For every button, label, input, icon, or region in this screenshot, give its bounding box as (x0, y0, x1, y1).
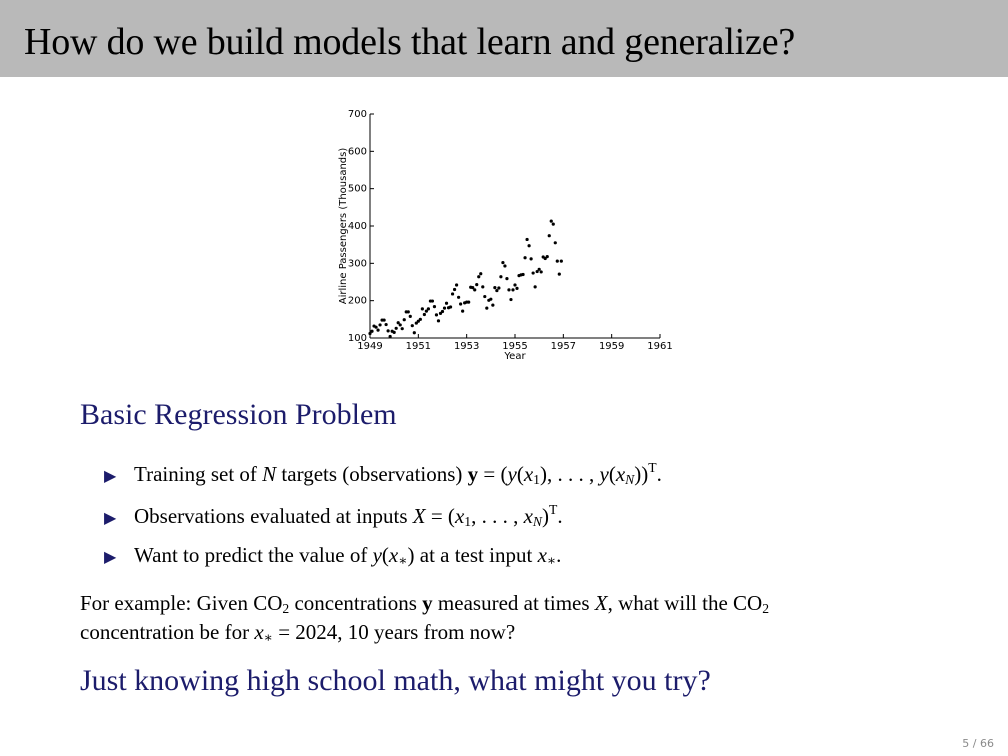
data-point (378, 323, 381, 326)
data-point (479, 272, 482, 275)
data-point (497, 286, 500, 289)
data-point (548, 234, 551, 237)
data-point (399, 323, 402, 326)
data-point (437, 319, 440, 322)
data-point (511, 288, 514, 291)
y-tick-label: 300 (347, 258, 367, 270)
y-axis-label: Airline Passengers (Thousands) (338, 147, 349, 305)
y-tick-label: 700 (347, 109, 367, 120)
example-line-2: concentration be for $x_∗ = 2024$, 10 years from now? (80, 620, 516, 645)
data-point (527, 244, 530, 247)
bullet-predict: ▶ Want to predict the value of $y(x_∗)$ at a test input $x_∗$. (104, 543, 562, 568)
x-tick-label: 1957 (550, 341, 577, 352)
slide-title: How do we build models that learn and generalize? (24, 21, 796, 63)
data-point (558, 273, 561, 276)
data-point (427, 307, 430, 310)
data-point (433, 305, 436, 308)
data-point (451, 292, 454, 295)
data-point (403, 318, 406, 321)
data-point (481, 285, 484, 288)
section-heading: Basic Regression Problem (80, 398, 397, 431)
data-point (409, 315, 412, 318)
bullet-marker-icon: ▶ (104, 468, 117, 485)
x-tick-label: 1949 (357, 341, 383, 352)
x-tick-label: 1951 (405, 341, 432, 352)
data-point (495, 289, 498, 292)
data-point (411, 324, 414, 327)
y-tick-label: 100 (347, 333, 367, 344)
data-point (523, 256, 526, 259)
data-point (475, 283, 478, 286)
y-tick-label: 400 (347, 221, 367, 232)
data-point (501, 261, 504, 264)
data-point (393, 331, 396, 334)
data-point (550, 220, 553, 223)
data-point (560, 259, 563, 262)
data-point (395, 327, 398, 330)
bullet-marker-icon: ▶ (104, 549, 117, 566)
data-point (385, 323, 388, 326)
data-point (473, 288, 476, 291)
data-point (467, 301, 470, 304)
data-point (387, 329, 390, 332)
data-point (376, 329, 379, 332)
page-number: 5 / 66 (962, 737, 994, 750)
y-tick-label: 200 (347, 295, 367, 307)
data-point (546, 255, 549, 258)
data-point (485, 307, 488, 310)
data-point (389, 335, 392, 338)
example-line-1: For example: Given $CO_2$ concentrations y measured at times X, what will the $CO_2$ (80, 591, 770, 616)
y-tick-label: 600 (347, 146, 367, 158)
data-point (521, 273, 524, 276)
bullet-observations: ▶ Observations evaluated at inputs $X = (x_1$, . . . , $x_N)^T$. (104, 502, 563, 529)
data-point (554, 241, 557, 244)
closing-question: Just knowing high school math, what might you try? (80, 664, 711, 697)
x-tick-label: 1955 (502, 341, 528, 352)
data-point (449, 305, 452, 308)
data-point (453, 288, 456, 291)
data-point (382, 318, 385, 321)
data-point (407, 310, 410, 313)
data-point (435, 313, 438, 316)
data-point (525, 238, 528, 241)
data-point (507, 288, 510, 291)
data-point (419, 318, 422, 321)
x-tick-label: 1953 (453, 341, 480, 352)
data-point (534, 285, 537, 288)
data-point (374, 326, 377, 329)
data-point (457, 296, 460, 299)
data-point (443, 307, 446, 310)
data-point (503, 264, 506, 267)
data-point (413, 331, 416, 334)
data-point (493, 286, 496, 289)
data-point (515, 287, 518, 290)
data-point (509, 298, 512, 301)
data-point (423, 313, 426, 316)
data-point (459, 302, 462, 305)
data-point (552, 223, 555, 226)
data-point (461, 310, 464, 313)
data-point (401, 327, 404, 330)
data-point (540, 270, 543, 273)
data-point (489, 298, 492, 301)
data-point (491, 304, 494, 307)
x-tick-label: 1961 (647, 341, 673, 352)
data-point (538, 268, 541, 271)
data-point (505, 277, 508, 280)
data-point (431, 299, 434, 302)
data-point (370, 330, 373, 333)
x-tick-label: 1959 (598, 341, 625, 352)
data-point (455, 283, 458, 286)
data-point (532, 271, 535, 274)
title-bar (0, 0, 1008, 77)
data-point (441, 310, 444, 313)
data-point (513, 283, 516, 286)
data-point (421, 307, 424, 310)
data-point (477, 275, 480, 278)
data-point (483, 295, 486, 298)
data-point (499, 275, 502, 278)
bullet-training-set: ▶ Training set of N targets (observations) $y = (y(x_1)$, . . . , $y(x_N))^T$. (104, 460, 662, 487)
data-point (556, 259, 559, 262)
data-point (530, 257, 533, 260)
y-tick-label: 500 (347, 183, 367, 195)
data-point (445, 302, 448, 305)
bullet-marker-icon: ▶ (104, 510, 117, 527)
airline-passengers-chart (300, 100, 690, 370)
x-axis-label: Year (504, 351, 526, 362)
